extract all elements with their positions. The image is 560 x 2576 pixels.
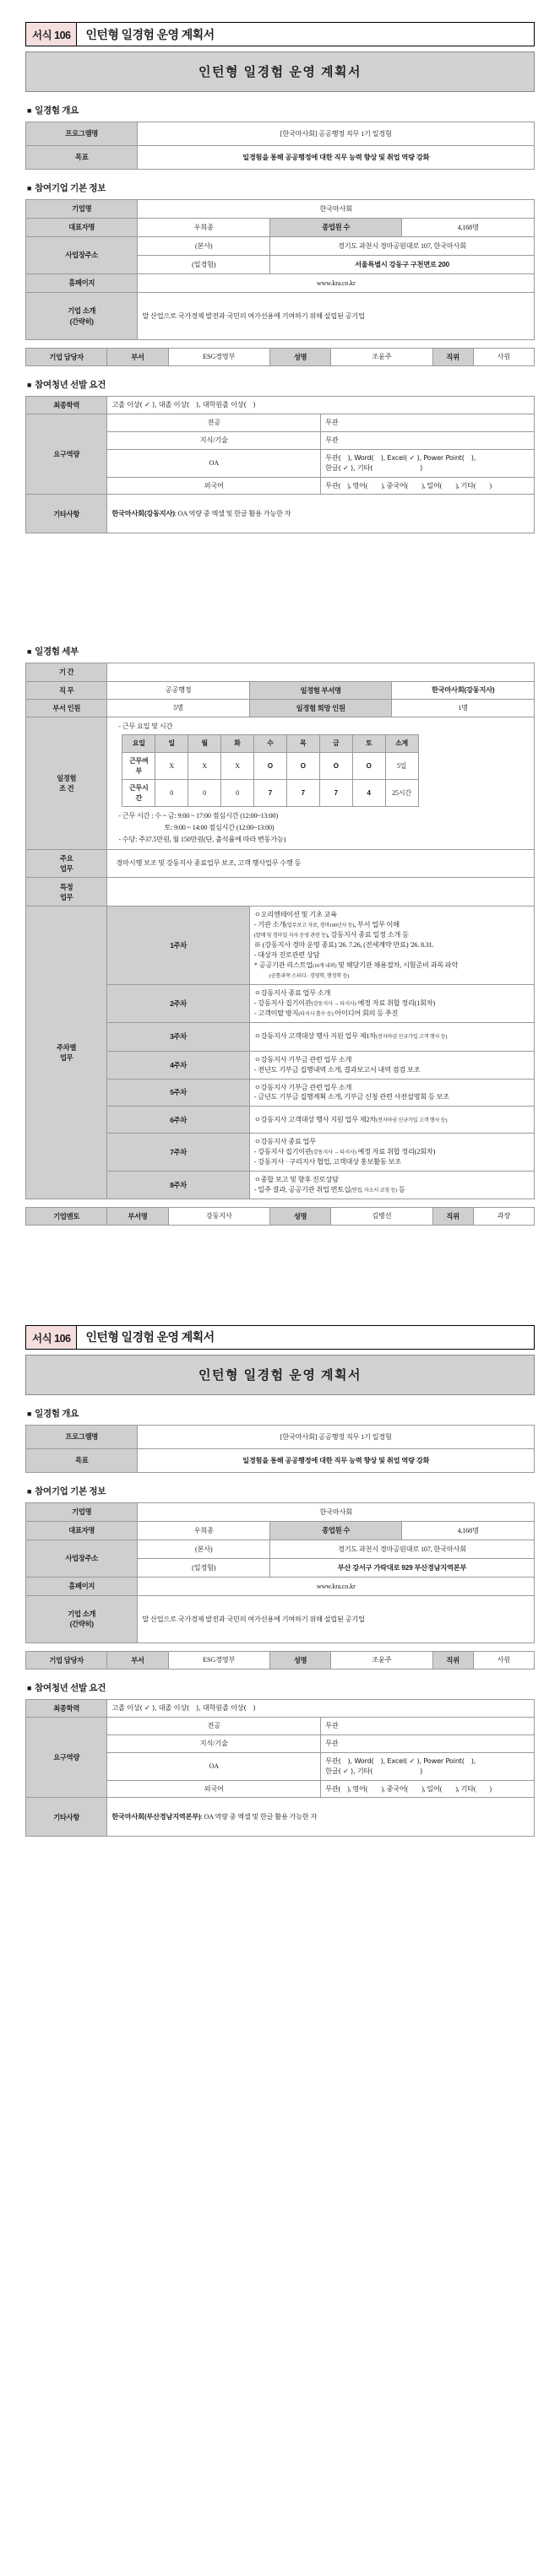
req-value-major: 무관 — [321, 1718, 535, 1735]
day-header-5: 목 — [286, 735, 319, 753]
detail-value-conditions — [107, 717, 535, 850]
company-label-site: (일경험) — [138, 256, 270, 274]
page-break-1 — [0, 542, 560, 614]
table-row — [26, 878, 535, 906]
company-value-name: 한국마사회 — [138, 200, 535, 219]
section-heading-overview — [27, 104, 535, 116]
company-value-employees: 4,168명 — [402, 1521, 535, 1540]
workday-cell-sun: X — [155, 753, 188, 780]
workday-cell-mon: X — [188, 753, 221, 780]
week-line: ㅇ강동지사 고객대상 행사 지원 업무 제2차(전자마권 신규가입 고객 행사 등) — [253, 1115, 448, 1123]
week-label-8: 8주차 — [107, 1172, 250, 1199]
table-row — [26, 146, 535, 170]
req-label-skill: 지식/기술 — [107, 1734, 321, 1752]
company-label-ceo: 대표자명 — [26, 219, 138, 237]
company-value-intro: 말 산업으로 국가경제 발전과 국민의 여가선용에 기여하기 위해 설립된 공기업 — [138, 1595, 535, 1642]
document-header — [25, 22, 535, 46]
week-line: ※ (강동지사 경마 운영 종료) '26. 7.26, (전세계약 만료) '26. 8.31. — [253, 941, 434, 950]
req-value-language: 무관( ), 영어( ), 중국어( ), 일어( ), 기타( ) — [321, 1780, 535, 1798]
contact-title: 기업 담당자 — [26, 349, 107, 366]
week-label-4: 4주차 — [107, 1051, 250, 1079]
week-line: ㅇ오리엔테이션 및 기초 교육 — [253, 911, 337, 919]
req-value-oa-line1: 무관( ), Word( ), Excel( ✓ ), Power Point( ), — [325, 452, 476, 462]
req-value-etc — [107, 495, 535, 533]
detail-value-special-duty — [107, 878, 535, 906]
table-row — [26, 681, 535, 699]
contact-label-name: 성명 — [269, 1651, 330, 1669]
week-label-1: 1주차 — [107, 906, 250, 985]
overview-label-goal: 목표 — [26, 1448, 138, 1472]
req-label-language: 외국어 — [107, 477, 321, 495]
overview-table — [25, 1425, 535, 1473]
workday-cell-wed: O — [253, 753, 286, 780]
detail-table — [25, 663, 535, 1199]
company-label-homepage: 홈페이지 — [26, 274, 138, 293]
mentor-title: 기업멘토 — [26, 1207, 107, 1225]
company-intro-label-line2: (간략히) — [69, 317, 94, 326]
company-value-name: 한국마사회 — [138, 1502, 535, 1521]
req-label-education: 최종학력 — [26, 397, 107, 414]
company-value-hq-address: 경기도 과천시 경마공원대로 107, 한국마사회 — [269, 1540, 534, 1558]
contact-value-name: 조윤주 — [331, 349, 432, 366]
week-line: ㅇ강동지사 종료 업무 소개 — [253, 988, 331, 997]
day-header-7: 토 — [352, 735, 385, 753]
table-row — [26, 699, 535, 717]
detail-label-main-duty — [26, 850, 107, 878]
work-note-0: - 근무 시간 : 수 ~ 금: 9:00 ~ 17:00 점심시간 (12:00~13:00) — [118, 812, 278, 820]
workhour-cell-thu: 7 — [286, 780, 319, 807]
contact-value-rank: 사원 — [473, 349, 534, 366]
week-line: - 전년도 기부금 집행내역 소개, 결과보고서 내역 점검 보조 — [253, 1065, 421, 1074]
req-value-etc-rest: : OA 역량 중 엑셀 및 한글 활용 가능한 자 — [200, 1813, 318, 1821]
section-label: 일경험 개요 — [35, 106, 79, 116]
req-value-oa — [321, 1752, 535, 1780]
form-number-badge: 서식 106 — [25, 1325, 77, 1350]
table-row — [26, 397, 535, 414]
table-row — [26, 1577, 535, 1595]
req-value-oa — [321, 449, 535, 477]
overview-label-goal: 목표 — [26, 146, 138, 170]
workday-total: 5일 — [385, 753, 418, 780]
section-label: 일경험 개요 — [35, 1408, 79, 1419]
table-row — [26, 1798, 535, 1837]
mentor-label-dept: 부서명 — [107, 1207, 168, 1225]
company-table — [25, 1502, 535, 1643]
day-header-6: 금 — [319, 735, 352, 753]
company-label-hq: (본사) — [138, 237, 270, 256]
week-label-5: 5주차 — [107, 1079, 250, 1107]
workday-cell-fri: O — [319, 753, 352, 780]
table-row — [26, 663, 535, 681]
section-heading-detail — [27, 645, 535, 658]
workhour-cell-mon: 0 — [188, 780, 221, 807]
day-header-2: 월 — [188, 735, 221, 753]
contact-label-rank: 직위 — [432, 349, 473, 366]
table-row — [26, 1448, 535, 1472]
company-value-employees: 4,168명 — [402, 219, 535, 237]
company-label-employees: 종업원 수 — [269, 1521, 402, 1540]
page-2 — [0, 614, 560, 1233]
table-row — [122, 753, 418, 780]
day-header-3: 화 — [221, 735, 254, 753]
week-label-2: 2주차 — [107, 984, 250, 1022]
detail-label-dept: 일경험 부서명 — [249, 681, 392, 699]
detail-label-special-duty — [26, 878, 107, 906]
req-label-major: 전공 — [107, 414, 321, 432]
table-row — [26, 1502, 535, 1521]
detail-label-headcount: 부서 인원 — [26, 699, 107, 717]
section-label: 참여기업 기본 정보 — [35, 183, 106, 193]
week-content-1 — [249, 906, 534, 985]
req-value-etc — [107, 1798, 535, 1837]
main-duty-label-line1: 주요 — [59, 854, 73, 863]
section-label: 일경험 세부 — [35, 647, 79, 658]
workhour-cell-sun: 0 — [155, 780, 188, 807]
contact-label-name: 성명 — [269, 349, 330, 366]
bullet-square-icon: ■ — [27, 1683, 32, 1692]
req-value-major: 무관 — [321, 414, 535, 432]
req-value-skill: 무관 — [321, 1734, 535, 1752]
contact-label-dept: 부서 — [107, 1651, 168, 1669]
company-value-site-address: 부산 강서구 가락대로 929 부산경남지역본부 — [269, 1558, 534, 1577]
workday-row-label: 근무여부 — [122, 753, 155, 780]
workhour-cell-fri: 7 — [319, 780, 352, 807]
week-label-7: 7주차 — [107, 1134, 250, 1172]
bullet-square-icon: ■ — [27, 381, 32, 390]
table-row — [26, 1425, 535, 1448]
table-row — [26, 1718, 535, 1735]
weekly-label-line1: 주차별 — [57, 1043, 77, 1053]
week-line: - 강동지사 집기이관(강동지사 → 타지사) 예정 자료 취합 정리(2회차) — [253, 1148, 436, 1156]
table-row — [26, 1540, 535, 1558]
table-row — [26, 237, 535, 256]
detail-value-period — [107, 663, 535, 681]
mentor-value-rank: 과장 — [473, 1207, 534, 1225]
table-row — [26, 1595, 535, 1642]
req-label-language: 외국어 — [107, 1780, 321, 1798]
bullet-square-icon: ■ — [27, 647, 32, 657]
table-row — [26, 1521, 535, 1540]
table-row — [26, 219, 535, 237]
section-heading-requirements — [27, 378, 535, 391]
workhour-row-label: 근무시간 — [122, 780, 155, 807]
contact-value-dept: ESG경영부 — [168, 349, 269, 366]
contact-title: 기업 담당자 — [26, 1651, 107, 1669]
day-header-1: 일 — [155, 735, 188, 753]
req-value-education: 고졸 이상( ✓ ), 대졸 이상( ), 대학원졸 이상( ) — [107, 397, 535, 414]
company-label-hq: (본사) — [138, 1540, 270, 1558]
contact-strip-table — [25, 348, 535, 366]
workday-cell-thu: O — [286, 753, 319, 780]
table-row — [26, 717, 535, 850]
document-header — [25, 1325, 535, 1350]
work-note-1: 토: 9:00 ~ 14:00 점심시간 (12:00~13:00) — [164, 824, 275, 832]
req-value-etc-org: 한국마사회(부산경남지역본부) — [111, 1813, 201, 1821]
company-label-name: 기업명 — [26, 200, 138, 219]
overview-label-program: 프로그램명 — [26, 1425, 138, 1448]
req-label-skill: 지식/기술 — [107, 431, 321, 449]
contact-strip-table — [25, 1651, 535, 1670]
detail-label-want: 일경험 희망 인원 — [249, 699, 392, 717]
week-content-5 — [249, 1079, 534, 1107]
table-row — [26, 850, 535, 878]
requirements-table — [25, 1699, 535, 1837]
table-row — [26, 1651, 535, 1669]
page-break-2 — [0, 1234, 560, 1307]
table-row — [26, 495, 535, 533]
table-row — [122, 735, 418, 753]
section-label: 참여기업 기본 정보 — [35, 1486, 106, 1496]
req-value-etc-org: 한국마사회(강동지사) — [111, 510, 175, 518]
workhour-total: 25시간 — [385, 780, 418, 807]
req-value-oa-line2: 한글( ✓ ), 기타( ) — [325, 1766, 423, 1775]
week-content-8 — [249, 1172, 534, 1199]
week-content-4 — [249, 1051, 534, 1079]
req-value-education: 고졸 이상( ✓ ), 대졸 이상( ), 대학원졸 이상( ) — [107, 1699, 535, 1717]
section-heading-company — [27, 181, 535, 194]
week-line: ㅇ종합 보고 및 향후 진로상담 — [253, 1176, 339, 1184]
week-line: ㅇ강동지사 고객대상 행사 지원 업무 제1차(전자마권 신규가입 고객 행사 등) — [253, 1032, 448, 1041]
work-schedule-intro: - 근무 요일 및 시간 — [118, 722, 173, 730]
mentor-label-name: 성명 — [269, 1207, 330, 1225]
section-heading-company — [27, 1485, 535, 1497]
requirements-table — [25, 396, 535, 533]
req-value-oa-line2: 한글( ✓ ), 기타( ) — [325, 463, 423, 472]
section-heading-overview — [27, 1407, 535, 1420]
page-1 — [0, 0, 560, 542]
day-header-0: 요일 — [122, 735, 155, 753]
company-value-site-address: 서울특별시 강동구 구천면로 200 — [269, 256, 534, 274]
detail-value-headcount: 5명 — [107, 699, 250, 717]
company-intro-label-line1: 기업 소개 — [68, 1610, 96, 1619]
detail-cond-label-line1: 일경험 — [57, 773, 77, 782]
week-line: (공통과목 스터디 : 경영학, 행정학 등) — [269, 972, 350, 979]
table-row — [122, 780, 418, 807]
company-value-ceo: 우희종 — [138, 1521, 270, 1540]
company-table — [25, 199, 535, 340]
week-line: - 고객이탈 방지(타지사 흡수 등) 아이디어 회의 등 추진 — [253, 1009, 399, 1017]
special-duty-label-line2: 업무 — [59, 892, 73, 901]
detail-value-main-duty: 경마시행 보조 및 강동지사 종료업무 보조, 고객 행사업무 수행 등 — [107, 850, 535, 878]
req-label-competency: 요구역량 — [26, 414, 107, 495]
overview-value-goal: 일경험을 통해 공공행정에 대한 직무 능력 향상 및 취업 역량 강화 — [138, 146, 535, 170]
document-title: 인턴형 일경험 운영 계획서 — [77, 22, 535, 46]
detail-label-conditions — [26, 717, 107, 850]
contact-value-name: 조윤주 — [331, 1651, 432, 1669]
week-line: - 기관 소개(업무보고 자료, 경마100년사 등), 부서 업무 이해 — [253, 921, 400, 929]
document-title: 인턴형 일경험 운영 계획서 — [77, 1325, 535, 1350]
document-banner-title: 인턴형 일경험 운영 계획서 — [25, 51, 535, 92]
table-row — [26, 122, 535, 146]
special-duty-label-line1: 특정 — [59, 882, 73, 891]
bullet-square-icon: ■ — [27, 106, 32, 115]
workday-cell-sat: O — [352, 753, 385, 780]
form-number-badge: 서식 106 — [25, 22, 77, 46]
day-header-4: 수 — [253, 735, 286, 753]
req-value-oa-line1: 무관( ), Word( ), Excel( ✓ ), Power Point( ), — [325, 1756, 476, 1765]
week-label-6: 6주차 — [107, 1107, 250, 1134]
company-value-ceo: 우희종 — [138, 219, 270, 237]
company-value-homepage: www.kra.co.kr — [138, 274, 535, 293]
workhour-cell-sat: 4 — [352, 780, 385, 807]
company-label-site: (일경험) — [138, 1558, 270, 1577]
contact-label-rank: 직위 — [432, 1651, 473, 1669]
bullet-square-icon: ■ — [27, 1486, 32, 1496]
detail-value-want: 1명 — [392, 699, 535, 717]
week-content-3 — [249, 1022, 534, 1051]
detail-label-weekly — [26, 906, 107, 1199]
req-label-etc: 기타사항 — [26, 1798, 107, 1837]
week-label-3: 3주차 — [107, 1022, 250, 1051]
company-label-intro — [26, 1595, 138, 1642]
workhour-cell-tue: 0 — [221, 780, 254, 807]
bullet-square-icon: ■ — [27, 1409, 32, 1418]
section-label: 참여청년 선발 요건 — [35, 380, 106, 391]
table-row — [26, 349, 535, 366]
overview-value-program: [한국마사회] 공공행정 직무 1기 일경험 — [138, 122, 535, 146]
mentor-strip-table — [25, 1207, 535, 1226]
overview-table — [25, 122, 535, 170]
section-heading-requirements — [27, 1681, 535, 1694]
detail-cond-label-line2: 조 건 — [58, 783, 74, 793]
week-content-2 — [249, 984, 534, 1022]
company-label-homepage: 홈페이지 — [26, 1577, 138, 1595]
work-note-2: - 수당: 주37.5만원, 월 150만원(단, 출석률에 따라 변동가능) — [118, 836, 286, 844]
week-line: ㅇ강동지사 종료 업무 — [253, 1138, 316, 1146]
table-row — [26, 1699, 535, 1717]
req-label-competency: 요구역량 — [26, 1718, 107, 1798]
week-line: ㅇ강동지사 기부금 관련 업무 소개 — [253, 1083, 352, 1091]
week-content-6 — [249, 1107, 534, 1134]
req-label-oa: OA — [107, 1752, 321, 1780]
contact-value-dept: ESG경영부 — [168, 1651, 269, 1669]
main-duty-label-line2: 업무 — [59, 864, 73, 874]
week-line: ㅇ강동지사 기부금 관련 업무 소개 — [253, 1055, 352, 1063]
document-banner-title: 인턴형 일경험 운영 계획서 — [25, 1355, 535, 1395]
table-row — [26, 906, 535, 985]
req-value-skill: 무관 — [321, 431, 535, 449]
company-label-name: 기업명 — [26, 1502, 138, 1521]
company-label-address: 사업장주소 — [26, 237, 138, 274]
week-line: - 대상자 진로관련 상담 — [253, 951, 320, 960]
req-label-major: 전공 — [107, 1718, 321, 1735]
week-line: - 금년도 기부금 집행계획 소개, 기부금 신청 관련 사전설명회 등 보조 — [253, 1093, 449, 1101]
workday-cell-tue: X — [221, 753, 254, 780]
company-value-intro: 말 산업으로 국가경제 발전과 국민의 여가선용에 기여하기 위해 설립된 공기업 — [138, 293, 535, 340]
contact-label-dept: 부서 — [107, 349, 168, 366]
req-value-language: 무관( ), 영어( ), 중국어( ), 일어( ), 기타( ) — [321, 477, 535, 495]
mentor-value-dept: 강동지사 — [168, 1207, 269, 1225]
company-intro-label-line1: 기업 소개 — [68, 306, 96, 316]
company-label-employees: 종업원 수 — [269, 219, 402, 237]
mentor-value-name: 김병선 — [331, 1207, 432, 1225]
detail-label-period: 기 간 — [26, 663, 107, 681]
company-value-homepage: www.kra.co.kr — [138, 1577, 535, 1595]
week-content-7 — [249, 1134, 534, 1172]
overview-value-program: [한국마사회] 공공행정 직무 1기 일경험 — [138, 1425, 535, 1448]
table-row — [26, 274, 535, 293]
week-line: - 일주 결과, 공공기관 취업 면토십(면접, 자소서 코칭 등) 등 — [253, 1185, 405, 1193]
table-row — [26, 414, 535, 432]
table-row — [26, 200, 535, 219]
week-line: - 강동지사 집기이관(강동지사 → 타지사) 예정 자료 취합 정리(1회차) — [253, 998, 436, 1007]
overview-value-goal: 일경험을 통해 공공행정에 대한 직무 능력 향상 및 취업 역량 강화 — [138, 1448, 535, 1472]
req-label-etc: 기타사항 — [26, 495, 107, 533]
detail-value-job: 공공행정 — [107, 681, 250, 699]
contact-value-rank: 사원 — [473, 1651, 534, 1669]
week-line: * 공공기관 리스트업(10개 내외) 및 해당기관 채용절차, 시험준비 과목 파악 — [253, 961, 459, 969]
table-row — [26, 1207, 535, 1225]
company-value-hq-address: 경기도 과천시 경마공원대로 107, 한국마사회 — [269, 237, 534, 256]
work-day-table — [122, 734, 418, 807]
company-label-address: 사업장주소 — [26, 1540, 138, 1577]
detail-value-dept: 한국마사회(강동지사) — [392, 681, 535, 699]
section-label: 참여청년 선발 요건 — [35, 1682, 106, 1693]
company-label-intro — [26, 293, 138, 340]
mentor-label-rank: 직위 — [432, 1207, 473, 1225]
company-intro-label-line2: (간략히) — [69, 1620, 94, 1629]
week-line: (발매 및 경마일 지사 운영 관련 등), 강동지사 종료 일정 소개 등 — [253, 931, 409, 939]
table-row — [26, 293, 535, 340]
weekly-label-line2: 업무 — [59, 1053, 73, 1063]
company-label-ceo: 대표자명 — [26, 1521, 138, 1540]
page-3 — [0, 1307, 560, 1845]
req-label-oa: OA — [107, 449, 321, 477]
req-label-education: 최종학력 — [26, 1699, 107, 1717]
workhour-cell-wed: 7 — [253, 780, 286, 807]
bullet-square-icon: ■ — [27, 184, 32, 192]
detail-label-job: 직 무 — [26, 681, 107, 699]
day-header-8: 소계 — [385, 735, 418, 753]
overview-label-program: 프로그램명 — [26, 122, 138, 146]
week-line: - 강동지사 · 구리지사 협업, 고객대상 홍보활동 보조 — [253, 1158, 401, 1166]
req-value-etc-rest: : OA 역량 중 엑셀 및 한글 활용 가능한 자 — [174, 510, 291, 518]
